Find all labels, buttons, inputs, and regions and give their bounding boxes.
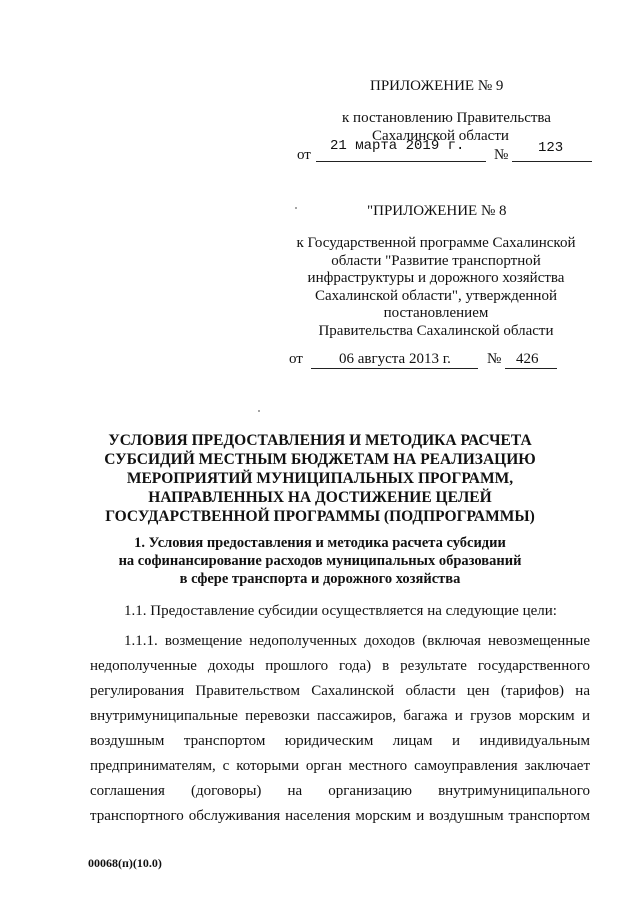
- approval-number-underline: [505, 368, 557, 369]
- approval-text: [276, 235, 596, 340]
- title-line: НАПРАВЛЕННЫХ НА ДОСТИЖЕНИЕ ЦЕЛЕЙ: [148, 489, 492, 506]
- title-line: ГОСУДАРСТВЕННОЙ ПРОГРАММЫ (ПОДПРОГРАММЫ): [105, 508, 535, 525]
- number-underline: [512, 161, 592, 162]
- approval-line: области "Развитие транспортной: [331, 252, 541, 269]
- body-line: транспортного обслуживания населения морским и воздушным транспортом: [90, 808, 590, 824]
- body-line: недополученные доходы прошлого года) в результате государственного: [90, 658, 590, 674]
- title-line: СУБСИДИЙ МЕСТНЫМ БЮДЖЕТАМ НА РЕАЛИЗАЦИЮ: [104, 451, 536, 468]
- approval-from-label: от: [289, 351, 303, 367]
- region-line: Сахалинской области: [372, 128, 509, 144]
- title-line: МЕРОПРИЯТИЙ МУНИЦИПАЛЬНЫХ ПРОГРАММ,: [126, 470, 514, 487]
- approval-line: Сахалинской области", утвержденной: [315, 287, 557, 304]
- approval-line: Правительства Сахалинской области: [318, 322, 554, 339]
- approval-line: постановлением: [383, 305, 489, 321]
- approval-date-underline: [311, 368, 478, 369]
- body-line: регулирования Правительством Сахалинской области цен (тарифов) на: [90, 683, 590, 699]
- footer-document-code: 00068(п)(10.0): [88, 856, 162, 870]
- section-1-heading: [60, 534, 580, 588]
- approval-date: 06 августа 2013 г.: [339, 351, 451, 367]
- date-underline: [316, 161, 486, 162]
- body-line: воздушным транспортом юридическим лицам и индивидуальным: [90, 733, 590, 749]
- body-line: внутримуниципальные перевозки пассажиров, багажа и грузов морским и: [90, 708, 590, 724]
- section-heading-line: 1. Условия предоставления и методика расчета субсидии: [134, 535, 506, 551]
- section-heading-line: на софинансирование расходов муниципальных образований: [118, 553, 522, 569]
- appendix-9-heading: ПРИЛОЖЕНИЕ № 9: [370, 78, 504, 94]
- document-title: [60, 431, 580, 526]
- body-line: соглашения (договоры) на организацию внутримуниципального: [90, 783, 590, 799]
- paragraph-1-1: 1.1. Предоставление субсидии осуществляется на следующие цели:: [124, 603, 557, 619]
- section-heading-line: в сфере транспорта и дорожного хозяйства: [179, 571, 461, 587]
- from-label: от: [297, 147, 311, 163]
- approval-line: к Государственной программе Сахалинской: [296, 235, 576, 251]
- body-line: предпринимателям, с которыми орган местного самоуправления заключает: [90, 758, 590, 774]
- appendix-8-heading: "ПРИЛОЖЕНИЕ № 8: [367, 203, 507, 219]
- title-line: УСЛОВИЯ ПРЕДОСТАВЛЕНИЯ И МЕТОДИКА РАСЧЕТА: [108, 432, 532, 449]
- number-label: №: [494, 147, 509, 163]
- paragraph-1-1-1-first-line: 1.1.1. возмещение недополученных доходов (включая невозмещенные: [124, 633, 590, 649]
- approval-number: 426: [516, 351, 539, 367]
- resolution-date-filled: 21 марта 2019 г.: [330, 138, 465, 154]
- scan-speck: [295, 207, 297, 209]
- to-resolution-line: к постановлению Правительства: [342, 110, 551, 126]
- approval-number-label: №: [487, 351, 502, 367]
- approval-line: инфраструктуры и дорожного хозяйства: [307, 270, 565, 286]
- resolution-number-filled: 123: [538, 140, 564, 156]
- scan-speck: [258, 410, 260, 412]
